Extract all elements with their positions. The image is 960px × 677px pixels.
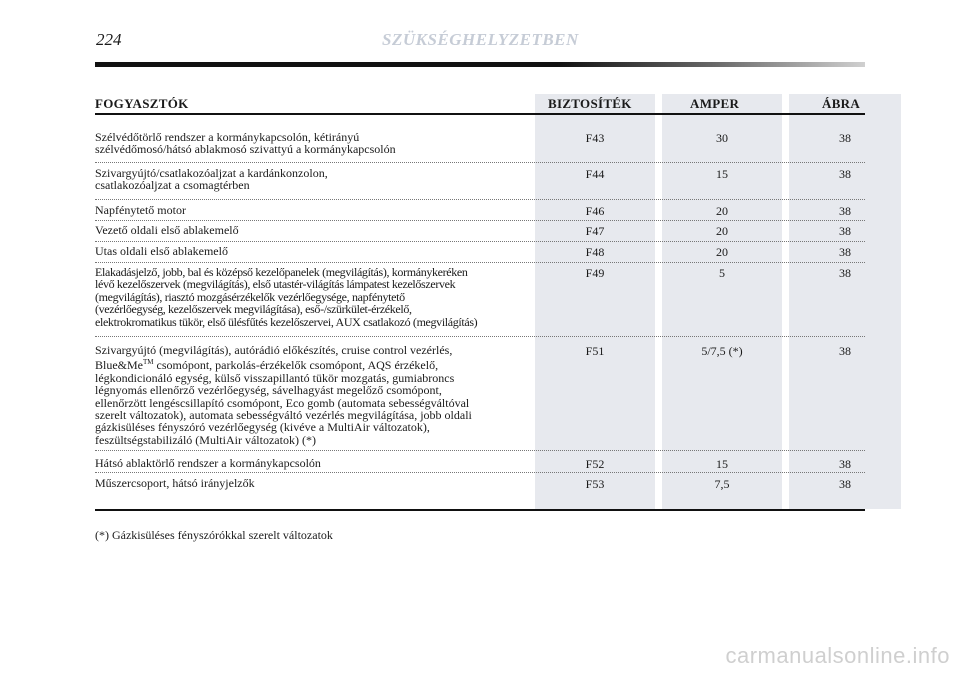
row-separator <box>95 241 865 242</box>
row-fuse: F49 <box>585 266 605 280</box>
row-figure: 38 <box>839 167 851 181</box>
row-separator <box>95 262 865 263</box>
row-description-line: csatlakozóaljzat a csomagtérben <box>95 178 250 193</box>
row-description-line: Szivargyújtó/csatlakozóaljzat a kardánkonzolon, <box>95 166 328 180</box>
row-description-line: szerelt változatok), automata sebességváltó vezérlés megvilágítása, jobb oldali <box>95 408 472 423</box>
row-amper: 30 <box>716 131 728 145</box>
row-amper: 7,5 <box>714 477 730 491</box>
row-separator <box>95 199 865 200</box>
row-description <box>95 167 527 192</box>
row-amper: 20 <box>716 245 728 259</box>
row-description-line: légnyomás ellenőrző vezérlőegység, sávelhagyást megelőző csomópont, <box>95 383 442 398</box>
row-amper: 5 <box>719 266 725 280</box>
row-description <box>95 245 527 257</box>
row-description-line: lévő kezelőszervek (megvilágítás), első utastér-világítás lámpatest kezelőszervek <box>95 277 456 292</box>
row-description <box>95 344 527 446</box>
row-description-line: Napfénytető motor <box>95 203 186 217</box>
row-separator <box>95 450 865 451</box>
row-figure: 38 <box>839 457 851 471</box>
row-fuse: F52 <box>585 457 605 471</box>
bottom-rule <box>95 509 865 511</box>
row-description-line: légkondicionáló egység, külső visszapillantó tükör mozgatás, gumiabroncs <box>95 370 455 385</box>
row-amper: 15 <box>716 167 728 181</box>
row-figure: 38 <box>839 131 851 145</box>
row-figure: 38 <box>839 204 851 218</box>
row-description-line: Hátsó ablaktörlő rendszer a kormánykapcsolón <box>95 456 321 470</box>
fuse-column-shade <box>535 94 655 509</box>
row-figure: 38 <box>839 266 851 280</box>
row-description-line: Blue&Me™ csomópont, parkolás-érzékelők csomópont, AQS érzékelő, <box>95 358 439 373</box>
row-fuse: F47 <box>585 224 605 238</box>
watermark: carmanualsonline.info <box>725 643 950 668</box>
row-description-line: ellenőrzött lengéscsillapító csomópont, Eco gomb (automata sebességváltóval <box>95 395 470 410</box>
row-description <box>95 457 527 469</box>
row-separator <box>95 472 865 473</box>
row-description-line: szélvédőmosó/hátsó ablakmosó szivattyú a kormánykapcsolón <box>95 142 396 157</box>
row-separator <box>95 220 865 221</box>
column-header-amper: AMPER <box>690 96 740 111</box>
row-description-line: Szivargyújtó (megvilágítás), autórádió előkészítés, cruise control vezérlés, <box>95 343 453 357</box>
column-header-fuse: BIZTOSÍTÉK <box>548 96 632 111</box>
row-description <box>95 224 527 236</box>
row-amper: 20 <box>716 224 728 238</box>
row-description-line: Utas oldali első ablakemelő <box>95 244 228 258</box>
top-bar <box>95 62 865 67</box>
figure-column-shade <box>789 94 901 509</box>
row-description-line: Vezető oldali első ablakemelő <box>95 223 239 237</box>
amper-column-shade <box>662 94 782 509</box>
row-description-line: Szélvédőtörlő rendszer a kormánykapcsolón, kétirányú <box>95 130 360 144</box>
row-description <box>95 477 527 489</box>
row-separator <box>95 162 865 163</box>
header-rule <box>95 113 865 115</box>
page-number: 224 <box>96 30 122 49</box>
section-title: SZÜKSÉGHELYZETBEN <box>382 30 579 49</box>
row-figure: 38 <box>839 224 851 238</box>
row-description-line: feszültségstabilizáló (MultiAir változatok) (*) <box>95 432 316 447</box>
column-header-figure: ÁBRA <box>822 96 861 111</box>
row-description-line: (vezérlőegység, kezelőszervek megvilágítása), eső-/szürkület-érzékelő, <box>95 302 412 317</box>
row-fuse: F43 <box>585 131 605 145</box>
row-description <box>95 266 527 328</box>
row-fuse: F51 <box>585 344 605 358</box>
row-fuse: F44 <box>585 167 605 181</box>
row-amper: 5/7,5 (*) <box>701 344 743 358</box>
row-fuse: F53 <box>585 477 605 491</box>
row-description-line: Elakadásjelző, jobb, bal és középső kezelőpanelek (megvilágítás), kormánykeréken <box>95 265 468 279</box>
row-description-line: elektrokromatikus tükör, első ülésfűtés kezelőszervei, AUX csatlakozó (megvilágítás) <box>95 314 478 329</box>
row-fuse: F46 <box>585 204 605 218</box>
footnote: (*) Gázkisüléses fényszórókkal szerelt változatok <box>95 528 333 542</box>
row-description <box>95 204 527 216</box>
row-figure: 38 <box>839 344 851 358</box>
row-fuse: F48 <box>585 245 605 259</box>
row-separator <box>95 336 865 337</box>
column-header-consumer: FOGYASZTÓK <box>95 96 189 111</box>
row-figure: 38 <box>839 477 851 491</box>
row-description-line: (megvilágítás), riasztó mozgásérzékelők vezérlőegysége, napfénytető <box>95 289 405 304</box>
row-figure: 38 <box>839 245 851 259</box>
row-amper: 15 <box>716 457 728 471</box>
row-description <box>95 131 527 156</box>
row-description-line: Műszercsoport, hátsó irányjelzők <box>95 476 255 490</box>
row-amper: 20 <box>716 204 728 218</box>
row-description-line: gázkisüléses fényszóró vezérlőegység (kivéve a MultiAir változatok), <box>95 420 430 435</box>
